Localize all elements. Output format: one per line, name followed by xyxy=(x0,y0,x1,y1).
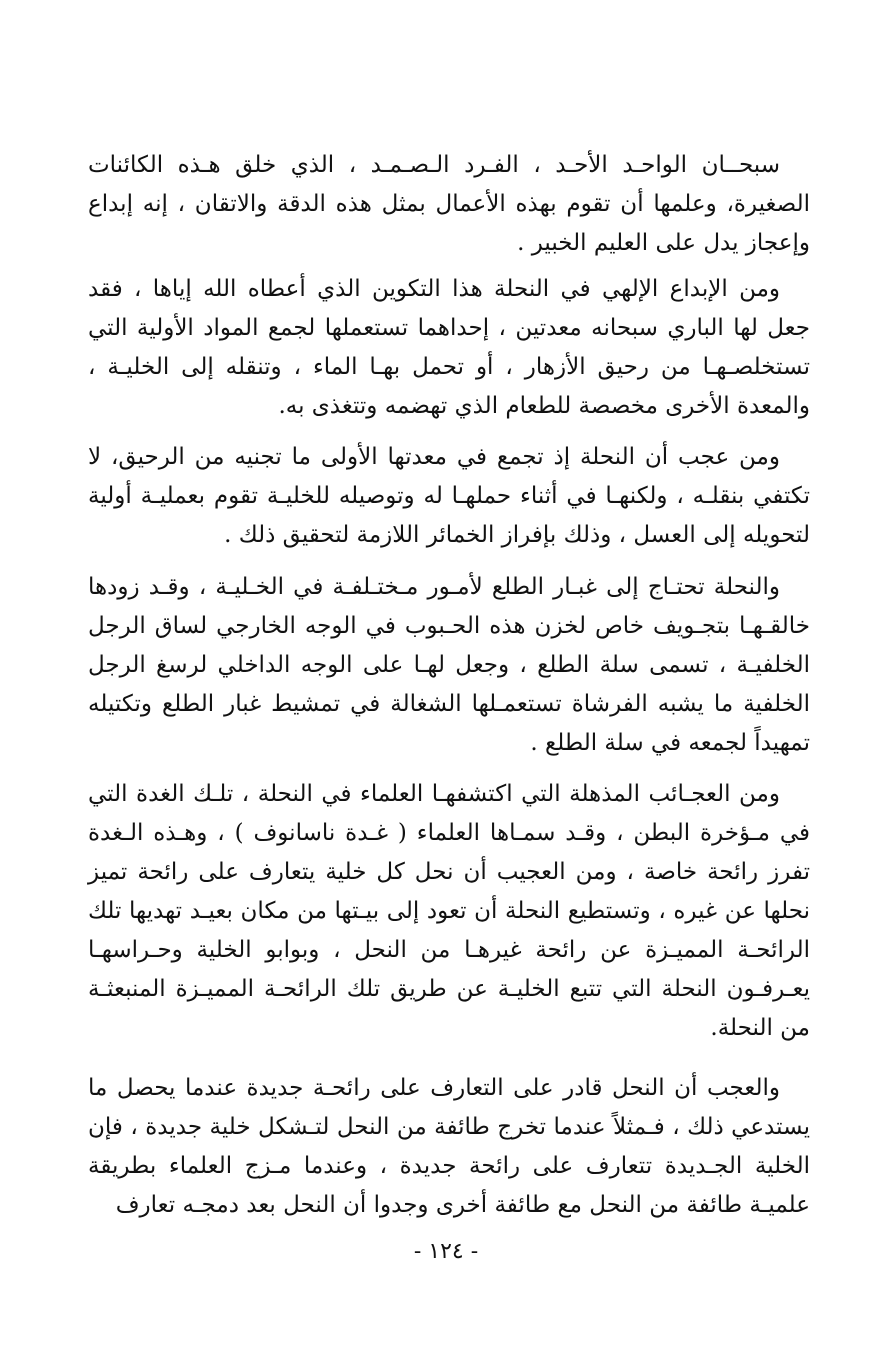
paragraph-2: ومن الإبداع الإلهي في النحلة هذا التكوين الذي أعطاه الله إياها ، فقد جعل لها الباري سبحانه معدتين ، إحداهما تستعملها لجمع المواد الأولية التي تستخلصـهـا من رحيق الأزهار ، أو تحمل بهـا الماء ، وتنقله إلى الخليـة ، والمعدة الأخرى مخصصة للطعام الذي تهضمه وتتغذى به. xyxy=(88,276,810,419)
page-number: - ١٢٤ - xyxy=(413,1239,479,1264)
paragraph-4: والنحلة تحتـاج إلى غبـار الطلع لأمـور مـختـلفـة في الخـليـة ، وقـد زودها خالقـهـا بتجـويف خاص لخزن هذه الحـبوب في الوجه الخارجي لساق الرجل الخلفيـة ، تسمى سلة الطلع ، وجعل لهـا على الوجه الداخلي لرسغ الرجل الخلفية ما يشبه الفرشاة تستعمـلها الشغالة في تمشيط غبار الطلع وتكتيله تمهيداً لجمعه في سلة الطلع . xyxy=(88,574,810,756)
body-text xyxy=(88,146,810,1225)
paragraph-1: سبحــان الواحـد الأحـد ، الفـرد الـصـمـد ، الذي خلق هـذه الكائنات الصغيرة، وعلمها أن تقوم بهذه الأعمال بمثل هذه الدقة والاتقان ، إنه إبداع وإعجاز يدل على العليم الخبير . xyxy=(88,152,810,256)
paragraph-6: والعجب أن النحل قادر على التعارف على رائحـة جديدة عندما يحصل ما يستدعي ذلك ، فـمثلاً عندما تخرج طائفة من النحل لتـشكل خلية جديدة ، فإن الخلية الجـديدة تتعارف على رائحة جديدة ، وعندما مـزج العلماء بطريقة علميـة طائفة من النحل مع طائفة أخرى وجدوا أن النحل بعد دمجـه تعارف xyxy=(88,1075,810,1218)
paragraph-5: ومن العجـائب المذهلة التي اكتشفهـا العلماء في النحلة ، تلـك الغدة التي في مـؤخرة البطن ، وقـد سمـاها العلماء ( غـدة ناسانوف ) ، وهـذه الـغدة تفرز رائحة خاصة ، ومن العجيب أن نحل كل خلية يتعارف على رائحة تميز نحلها عن غيره ، وتستطيع النحلة أن تعود إلى بيـتها من مكان بعيـد تهديها تلك الرائحـة المميـزة عن رائحة غيرهـا من النحل ، وبوابو الخلية وحـراسهـا يعـرفـون النحلة التي تتبع الخليـة عن طريق تلك الرائحـة المميـزة المنبعثـة من النحلة. xyxy=(88,781,810,1041)
paragraph-3: ومن عجب أن النحلة إذ تجمع في معدتها الأولى ما تجنيه من الرحيق، لا تكتفي بنقلـه ، ولكنهـا في أثناء حملهـا له وتوصيله للخليـة تقوم بعمليـة أولية لتحويله إلى العسل ، وذلك بإفراز الخمائر اللازمة لتحقيق ذلك . xyxy=(88,444,810,548)
